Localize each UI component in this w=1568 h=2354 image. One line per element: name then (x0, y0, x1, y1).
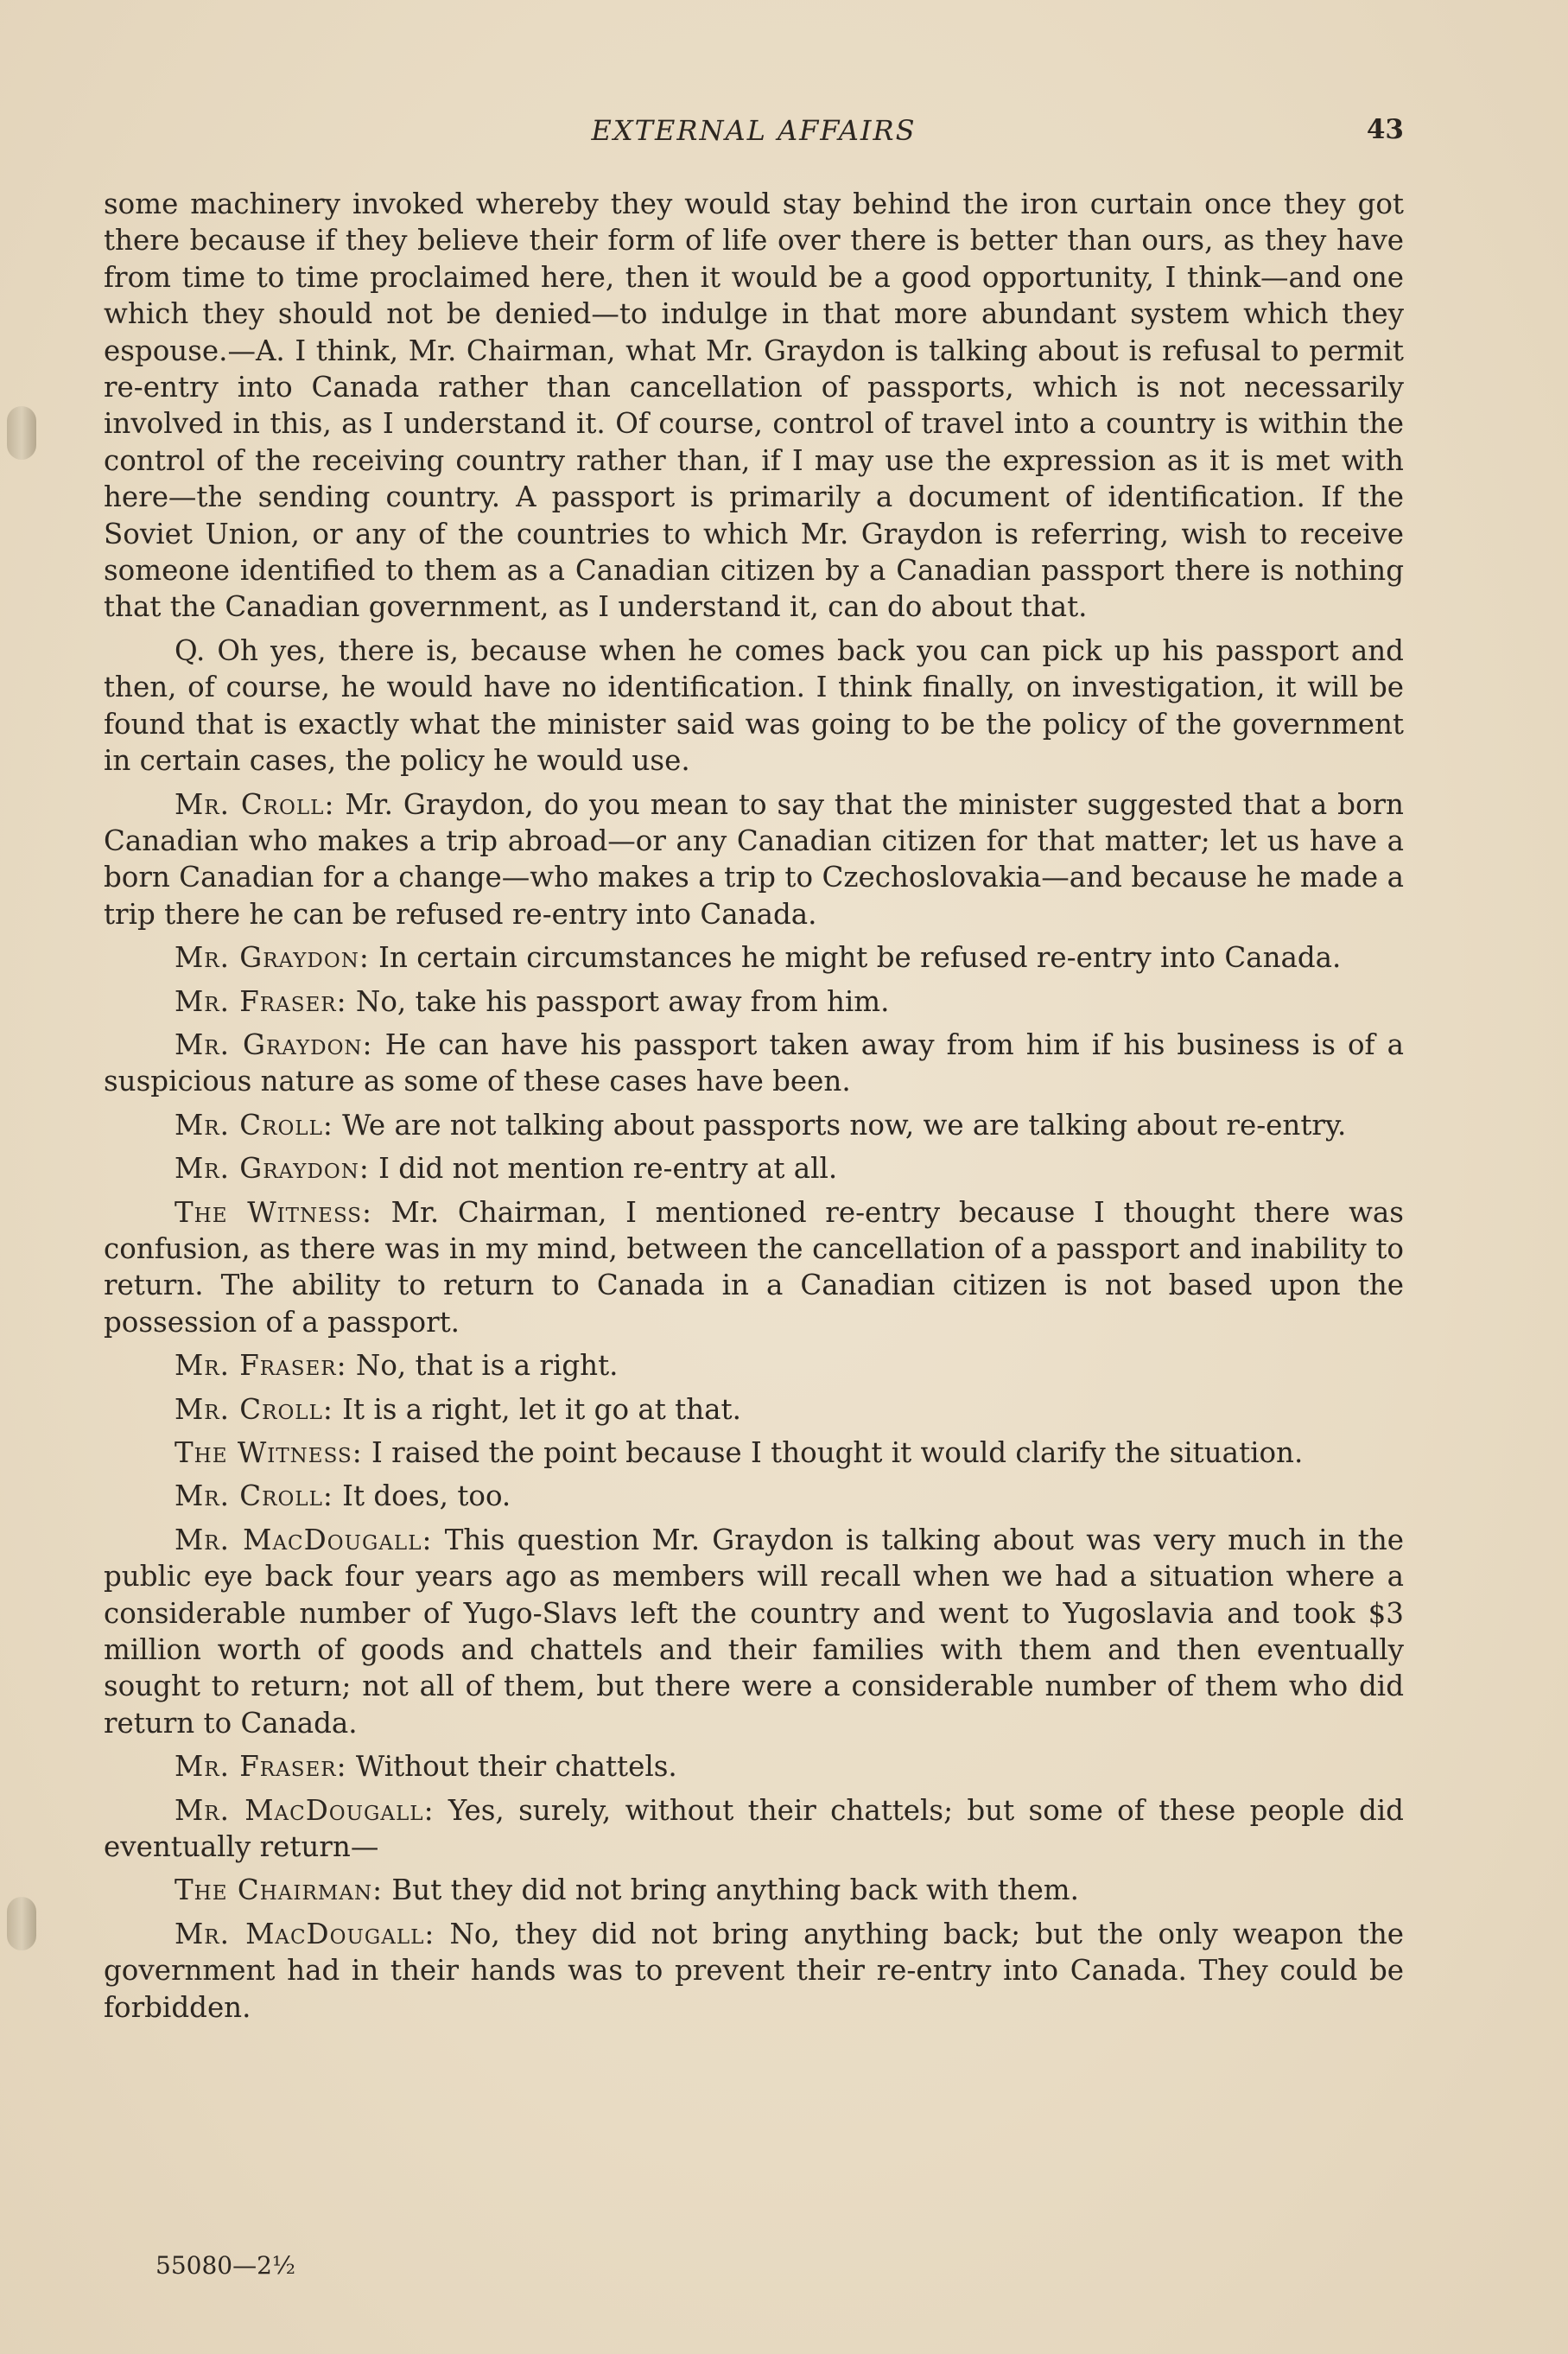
speaker-name: Mr. Graydon: (175, 1152, 370, 1186)
speaker-name: Mr. MacDougall: (175, 1917, 435, 1950)
paragraph-text: some machinery invoked whereby they would stay behind the iron curtain once they got there because if they believe their form of life over there is better than ours, as they have from time to time proclaimed here, then it would be a good opportunity, I think—and one which they should not be denied—to indulge in that more abundant system which they espouse.—A. I think, Mr. Chairman, what Mr. Graydon is talking about is refusal to permit re-entry into Canada rather than cancellation of passports, which is not necessarily involved in this, as I understand it. Of course, control of travel into a country is within the control of the receiving country rather than, if I may use the expression as it is met with here—the sending country. A passport is primarily a document of identification. If the Soviet Union, or any of the countries to which Mr. Graydon is referring, wish to receive someone identified to them as a Canadian citizen by a Canadian passport there is nothing that the Canadian government, as I understand it, can do about that. (104, 188, 1404, 624)
paragraph-text: Mr. Graydon, do you mean to say that the minister suggested that a born Canadian who makes a trip abroad—or any Canadian citizen for that matter; let us have a born Canadian for a change—who makes a trip to Czechoslovakia—and because he made a trip there he can be refused re-entry into Canada. (104, 787, 1404, 931)
page-number: 43 (1366, 114, 1404, 145)
paragraph (104, 1150, 1404, 1187)
paragraph-text: No, take his passport away from him. (355, 984, 890, 1018)
printer-signature: 55080—2½ (156, 2251, 296, 2280)
paragraph-text: It is a right, let it go at that. (342, 1392, 741, 1426)
paragraph-text: We are not talking about passports now, we are talking about re-entry. (342, 1108, 1347, 1142)
speaker-name: Mr. MacDougall: (175, 1523, 433, 1556)
paragraph (104, 1107, 1404, 1143)
paper-clip-mark-top (7, 406, 36, 460)
speaker-name: Mr. Fraser: (175, 984, 347, 1018)
paragraph (104, 1391, 1404, 1428)
paragraph (104, 983, 1404, 1020)
paragraph (104, 1748, 1404, 1785)
paragraph (104, 1522, 1404, 1741)
paragraph-text: I raised the point because I thought it would clarify the situation. (371, 1436, 1304, 1469)
paragraph (104, 1347, 1404, 1384)
speaker-name: Mr. MacDougall: (175, 1793, 435, 1827)
paper-clip-mark-bottom (7, 1897, 36, 1950)
paragraph (104, 1027, 1404, 1100)
speaker-name: Mr. Croll: (175, 1392, 333, 1426)
speaker-name: Mr. Fraser: (175, 1750, 347, 1784)
speaker-name: Mr. Graydon: (175, 941, 370, 975)
paragraph (104, 1194, 1404, 1341)
paragraph (104, 1872, 1404, 1908)
paragraph (104, 633, 1404, 779)
paragraph-text: No, they did not bring anything back; but the only weapon the government had in their hands was to prevent their re-entry into Canada. They could be forbidden. (104, 1917, 1404, 2024)
paragraph (104, 186, 1404, 626)
paragraph-text: But they did not bring anything back with them. (391, 1874, 1079, 1907)
paragraph (104, 786, 1404, 933)
speaker-name: Mr. Croll: (175, 1108, 333, 1142)
paragraph-text: I did not mention re-entry at all. (378, 1152, 838, 1186)
running-title: EXTERNAL AFFAIRS (591, 114, 917, 147)
speaker-name: Mr. Fraser: (175, 1349, 347, 1383)
page-body (104, 186, 1404, 2033)
speaker-name: Mr. Croll: (175, 787, 335, 821)
paragraph-text: Yes, surely, without their chattels; but some of these people did eventually return— (104, 1793, 1404, 1864)
paragraph-text: It does, too. (342, 1479, 511, 1513)
paragraph (104, 1916, 1404, 2026)
speaker-name: Mr. Croll: (175, 1479, 333, 1513)
paragraph (104, 1435, 1404, 1471)
speaker-name: The Witness: (175, 1195, 372, 1229)
paragraph-text: Without their chattels. (355, 1750, 677, 1784)
paragraph-text: Q. Oh yes, there is, because when he comes back you can pick up his passport and then, of course, he would have no identification. I think finally, on investigation, it will be found that is exactly what the minister said was going to be the policy of the government in certain cases, the policy he would use. (104, 633, 1404, 778)
speaker-name: The Witness: (175, 1436, 363, 1469)
paragraph-text: No, that is a right. (355, 1349, 619, 1383)
paragraph-text: He can have his passport taken away from him if his business is of a suspicious nature as some of these cases have been. (104, 1027, 1404, 1098)
paragraph-text: In certain circumstances he might be refused re-entry into Canada. (378, 941, 1342, 975)
paragraph (104, 1478, 1404, 1514)
page-header (104, 114, 1404, 157)
paragraph-text: Mr. Chairman, I mentioned re-entry because I thought there was confusion, as there was in my mind, between the cancellation of a passport and inability to return. The ability to return to Canada in a Canadian citizen is not based upon the possession of a passport. (104, 1195, 1404, 1339)
speaker-name: Mr. Graydon: (175, 1027, 373, 1061)
paragraph (104, 1792, 1404, 1866)
speaker-name: The Chairman: (175, 1874, 384, 1907)
paragraph (104, 939, 1404, 976)
paragraph-text: This question Mr. Graydon is talking about was very much in the public eye back four years ago as members will recall when we had a situation where a considerable number of Yugo-Slavs left the country and went to Yugoslavia and took $3 million worth of goods and chattels and their families with them and then eventually sought to return; not all of them, but there were a considerable number of them who did return to Canada. (104, 1523, 1404, 1740)
